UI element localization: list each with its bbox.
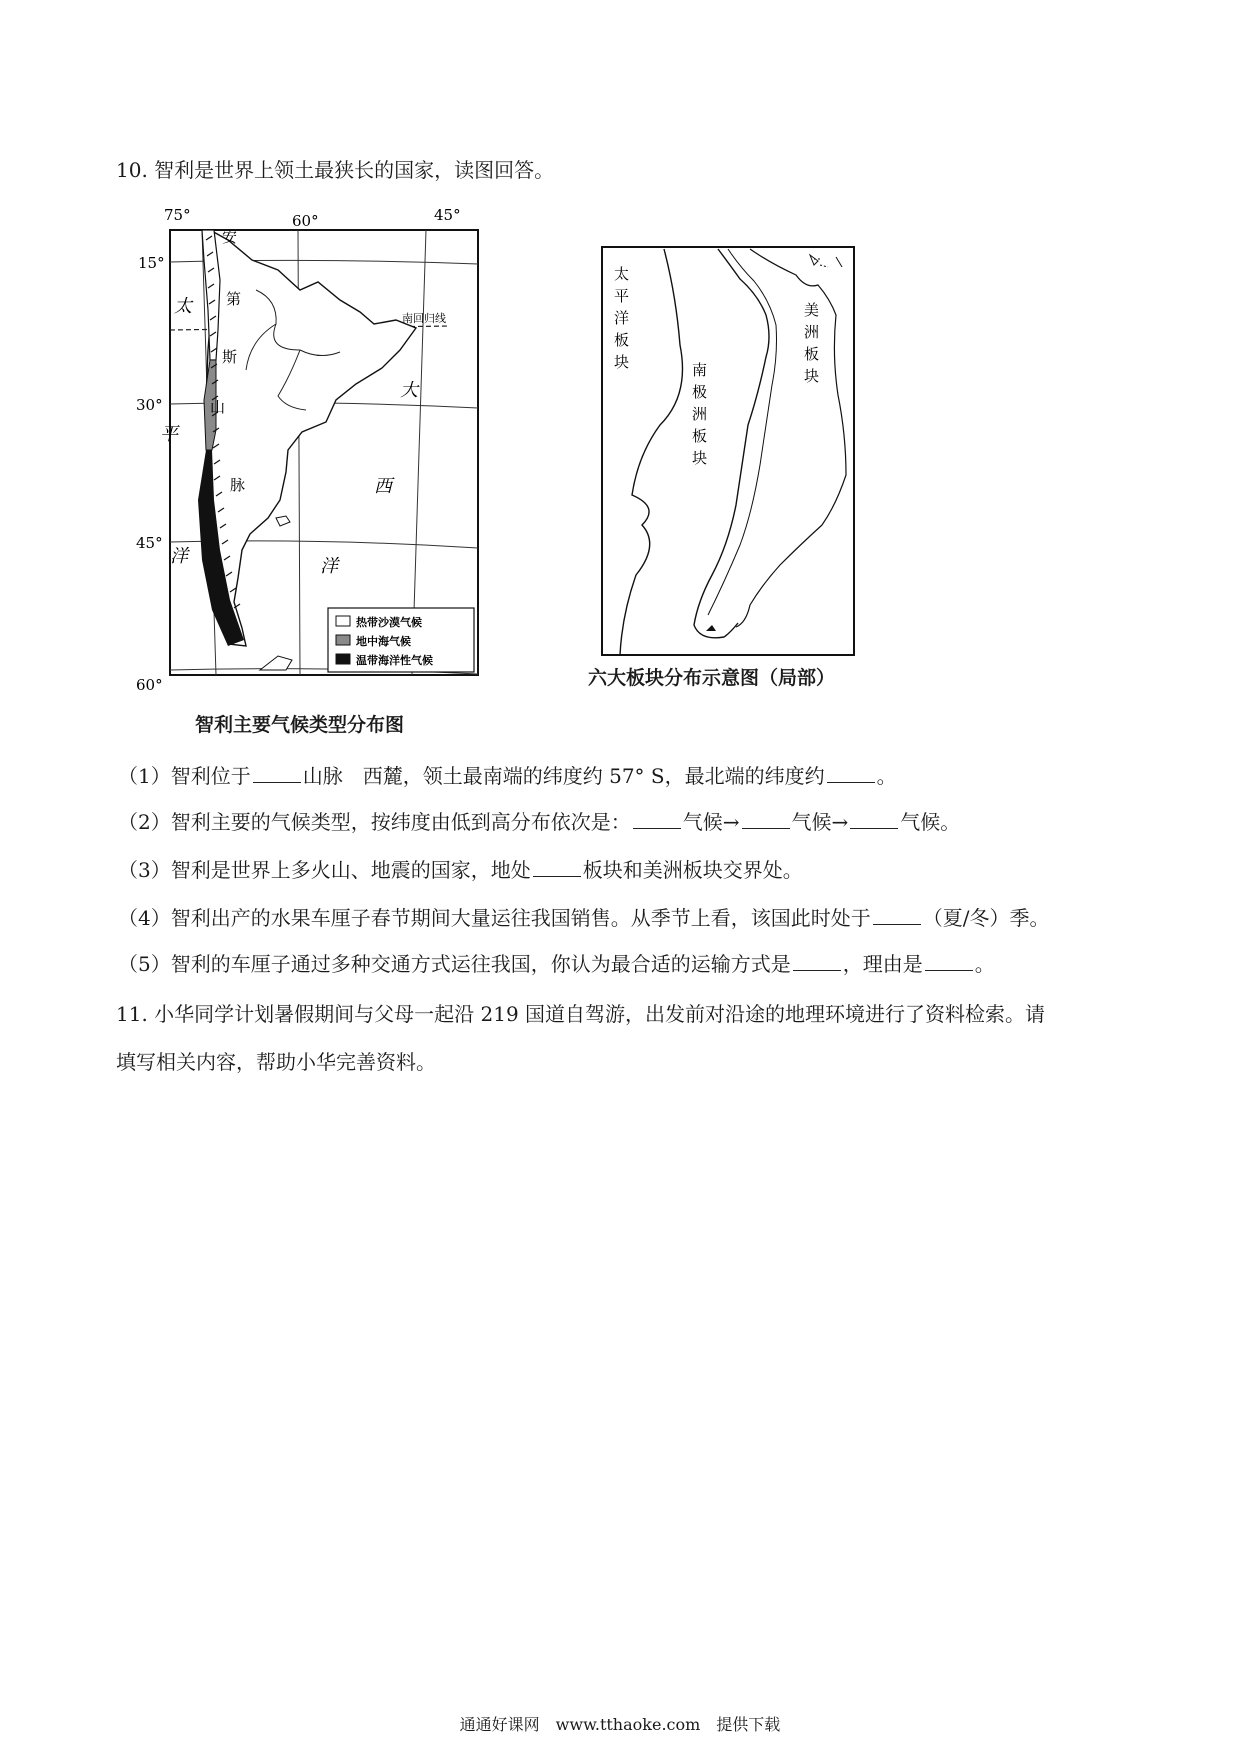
legend-marine: 温带海洋性气候 — [356, 654, 433, 667]
answer-blank[interactable] — [793, 952, 841, 971]
lat-label-30: 30° — [136, 396, 163, 414]
plate-map — [600, 245, 860, 665]
question-10-intro: 10. 智利是世界上领土最狭长的国家，读图回答。 — [116, 158, 555, 182]
map1-caption: 智利主要气候类型分布图 — [195, 714, 405, 736]
sub-question-5: （5）智利的车厘子通过多种交通方式运往我国，你认为最合适的运输方式是 ，理由是 。 — [118, 952, 995, 976]
map2-caption: 六大板块分布示意图（局部） — [588, 667, 836, 689]
lon-label-60: 60° — [292, 212, 319, 230]
america-plate-1: 美 — [804, 301, 820, 319]
answer-blank[interactable] — [925, 952, 973, 971]
antarctic-plate-3: 洲 — [692, 405, 708, 423]
antarctic-plate-4: 板 — [692, 427, 708, 445]
antarctic-plate-2: 极 — [692, 383, 708, 401]
sub-question-3: （3）智利是世界上多火山、地震的国家，地处 板块和美洲板块交界处。 — [118, 858, 803, 882]
andes-4: 山 — [210, 398, 226, 416]
ocean-left-2: 平 — [160, 424, 178, 445]
lat-label-15: 15° — [138, 254, 165, 272]
answer-blank[interactable] — [827, 764, 875, 783]
question-11-line2: 填写相关内容，帮助小华完善资料。 — [116, 1050, 436, 1074]
question-11-line1: 11. 小华同学计划暑假期间与父母一起沿 219 国道自驾游，出发前对沿途的地理环境进行了资料检索。请 — [116, 1002, 1046, 1026]
pacific-plate-3: 洋 — [614, 309, 630, 327]
lat-label-45: 45° — [136, 534, 163, 552]
ocean-right-1: 大 — [400, 380, 418, 401]
america-plate-4: 块 — [804, 367, 820, 385]
antarctic-plate-1: 南 — [692, 361, 708, 379]
andes-5: 脉 — [230, 476, 246, 494]
sub-question-1: （1）智利位于 山脉 西麓，领土最南端的纬度约 57° S，最北端的纬度约 。 — [118, 764, 897, 788]
answer-blank[interactable] — [850, 810, 898, 829]
america-plate-2: 洲 — [804, 323, 820, 341]
climate-legend — [328, 608, 474, 672]
answer-blank[interactable] — [633, 810, 681, 829]
ocean-right-3: 洋 — [320, 556, 338, 577]
tropic-label: 南回归线 — [402, 312, 446, 325]
andes-2: 第 — [226, 290, 242, 308]
lon-label-45: 45° — [434, 206, 461, 224]
legend-mediterranean: 地中海气候 — [356, 635, 411, 648]
answer-blank[interactable] — [742, 810, 790, 829]
andes-3: 斯 — [222, 348, 238, 366]
legend-desert: 热带沙漠气候 — [356, 616, 422, 629]
ocean-left-1: 太 — [174, 296, 192, 317]
ocean-left-3: 洋 — [170, 546, 188, 567]
antarctic-plate-5: 块 — [692, 449, 708, 467]
ocean-right-2: 西 — [374, 476, 392, 497]
sub-question-2: （2）智利主要的气候类型，按纬度由低到高分布依次是： 气候→ 气候→ 气候。 — [118, 810, 961, 834]
chile-climate-map — [136, 200, 490, 710]
lon-label-75: 75° — [164, 206, 191, 224]
page-footer: 通通好课网 www.tthaoke.com 提供下载 — [459, 1715, 781, 1734]
pacific-plate-2: 平 — [614, 287, 630, 305]
pacific-plate-1: 太 — [614, 265, 630, 283]
answer-blank[interactable] — [533, 858, 581, 877]
andes-1: 安 — [222, 228, 238, 246]
america-plate-3: 板 — [804, 345, 820, 363]
answer-blank[interactable] — [873, 906, 921, 925]
pacific-plate-5: 块 — [614, 353, 630, 371]
answer-blank[interactable] — [253, 764, 301, 783]
pacific-plate-4: 板 — [614, 331, 630, 349]
lat-label-60: 60° — [136, 676, 163, 694]
sub-question-4: （4）智利出产的水果车厘子春节期间大量运往我国销售。从季节上看，该国此时处于 （夏/冬）季。 — [118, 906, 1050, 930]
